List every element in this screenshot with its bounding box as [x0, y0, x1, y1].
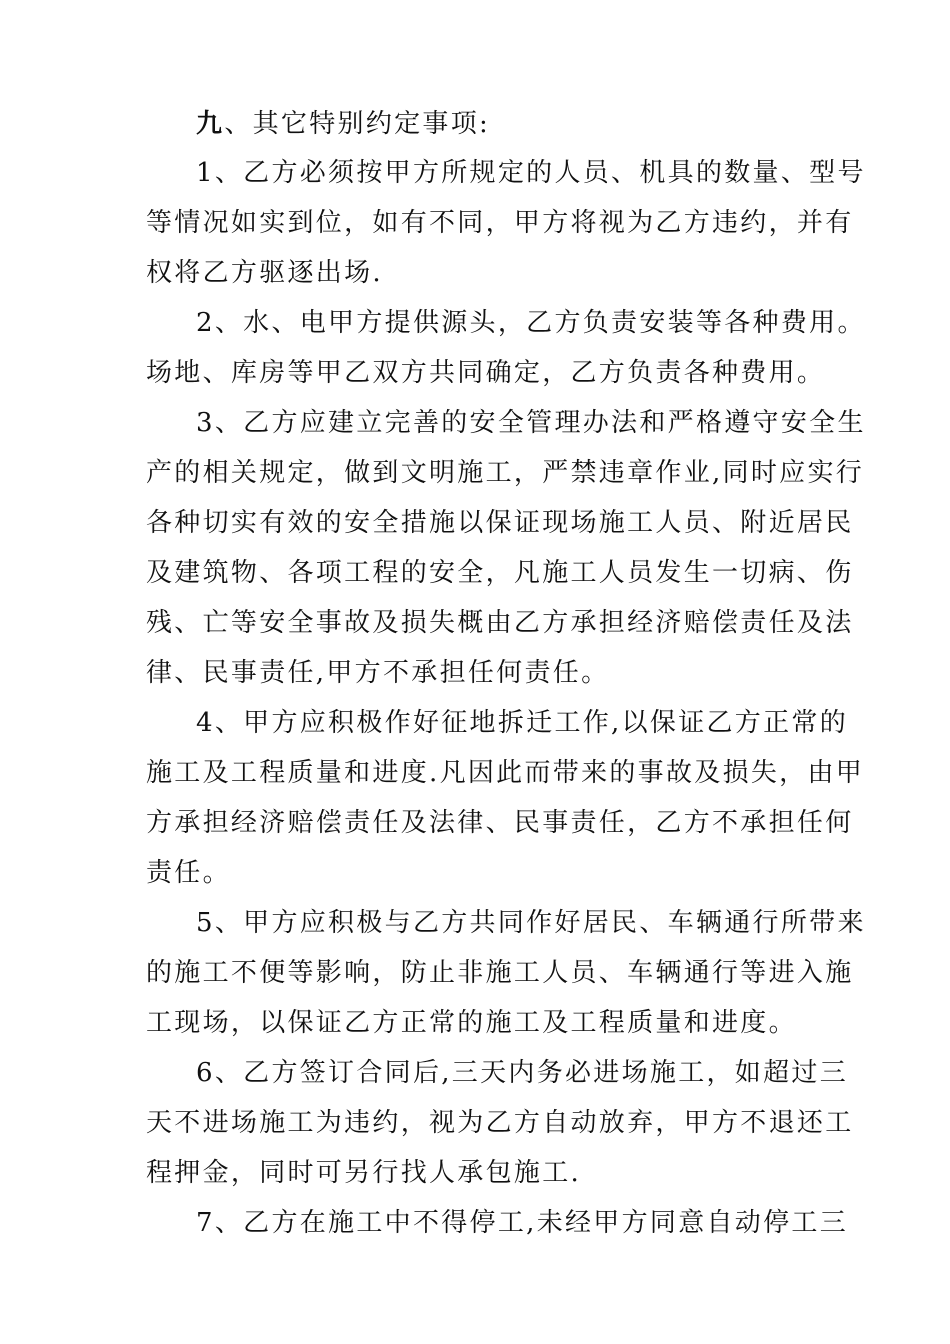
clause-5-line-2: 的施工不便等影响，防止非施工人员、车辆通行等进入施	[146, 958, 854, 988]
clause-4-line-1: 4、甲方应积极作好征地拆迁工作,以保证乙方正常的	[196, 708, 849, 738]
heading-number: 九	[196, 109, 225, 139]
clause-1-line-1: 1、乙方必须按甲方所规定的人员、机具的数量、型号	[196, 158, 866, 188]
clause-4-line-2: 施工及工程质量和进度.凡因此而带来的事故及损失，由甲	[146, 758, 865, 788]
clause-1-line-3: 权将乙方驱逐出场.	[146, 258, 383, 288]
clause-7-line-1: 7、乙方在施工中不得停工,未经甲方同意自动停工三	[196, 1208, 849, 1238]
clause-3-line-3: 各种切实有效的安全措施以保证现场施工人员、附近居民	[146, 508, 854, 538]
clause-6-line-1: 6、乙方签订合同后,三天内务必进场施工，如超过三	[196, 1058, 849, 1088]
clause-5-line-1: 5、甲方应积极与乙方共同作好居民、车辆通行所带来	[196, 908, 866, 938]
clause-5-line-3: 工现场，以保证乙方正常的施工及工程质量和进度。	[146, 1008, 797, 1038]
clause-4-line-3: 方承担经济赔偿责任及法律、民事责任，乙方不承担任何	[146, 808, 854, 838]
clause-4-line-4: 责任。	[146, 858, 231, 888]
clause-2-line-2: 场地、库房等甲乙双方共同确定，乙方负责各种费用。	[146, 358, 826, 388]
clause-3-line-1: 3、乙方应建立完善的安全管理办法和严格遵守安全生	[196, 408, 866, 438]
heading-text: 、其它特别约定事项:	[224, 109, 491, 139]
clause-3-line-4: 及建筑物、各项工程的安全，凡施工人员发生一切病、伤	[146, 558, 854, 588]
clause-3-line-5: 残、亡等安全事故及损失概由乙方承担经济赔偿责任及法	[146, 608, 854, 638]
clause-3-line-6: 律、民事责任,甲方不承担任何责任。	[146, 658, 610, 688]
clause-2-line-1: 2、水、电甲方提供源头，乙方负责安装等各种费用。	[196, 308, 866, 338]
clause-3-line-2: 产的相关规定，做到文明施工，严禁违章作业,同时应实行	[146, 458, 865, 488]
clause-6-line-3: 程押金，同时可另行找人承包施工.	[146, 1158, 582, 1188]
clause-6-line-2: 天不进场施工为违约，视为乙方自动放弃，甲方不退还工	[146, 1108, 854, 1138]
clause-1-line-2: 等情况如实到位，如有不同，甲方将视为乙方违约，并有	[146, 208, 854, 238]
section-heading	[196, 107, 806, 141]
